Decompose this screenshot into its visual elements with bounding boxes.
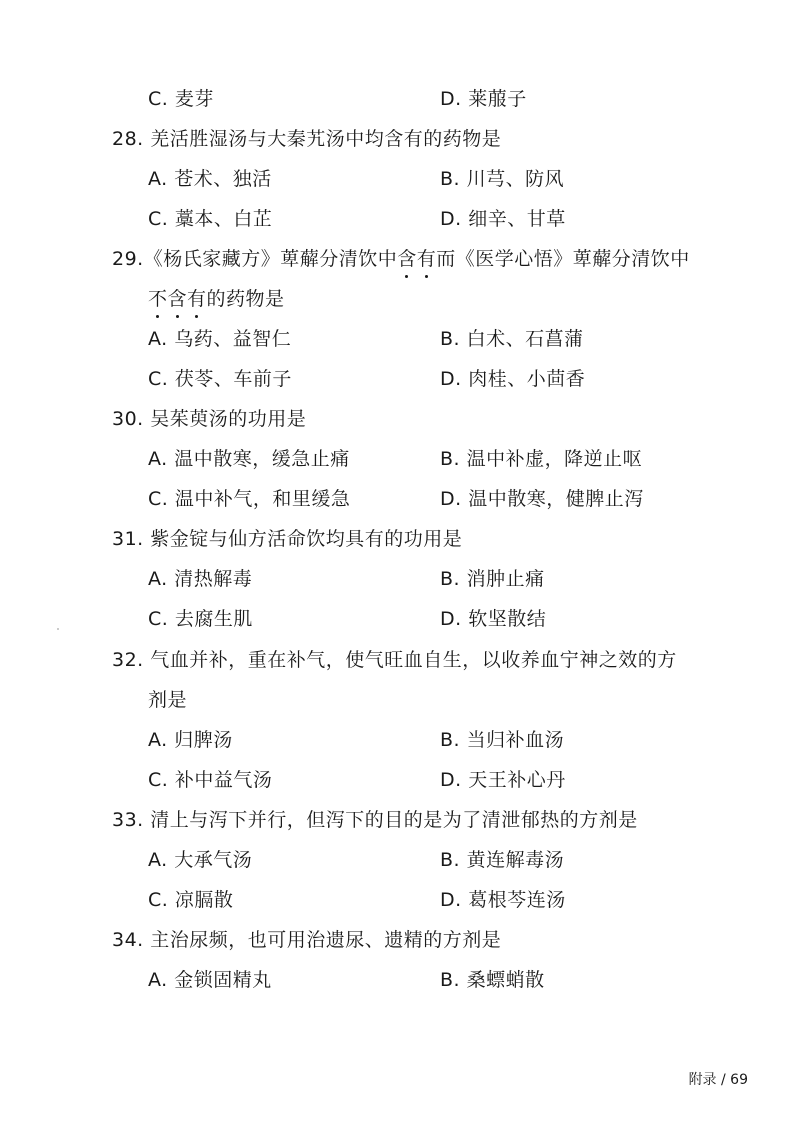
q34-option-b: B. 桑螵蛸散 <box>440 969 545 991</box>
q28-option-d: D. 细辛、甘草 <box>440 208 566 230</box>
q28-stem: 28. 羌活胜湿汤与大秦艽汤中均含有的药物是 <box>112 128 502 150</box>
q29-emphasis-3: 不 <box>148 288 168 310</box>
scan-speck <box>57 628 59 630</box>
q34-stem: 34. 主治尿频，也可用治遗尿、遗精的方剂是 <box>112 929 502 951</box>
q33-option-b: B. 黄连解毒汤 <box>440 849 565 871</box>
q31-stem: 31. 紫金锭与仙方活命饮均具有的功用是 <box>112 528 463 550</box>
q32-option-d: D. 天王补心丹 <box>440 769 566 791</box>
q30-stem: 30. 吴茱萸汤的功用是 <box>112 408 307 430</box>
q32-option-b: B. 当归补血汤 <box>440 729 565 751</box>
q29-stem-line2 <box>148 286 285 312</box>
q29-option-c: C. 茯苓、车前子 <box>148 368 292 390</box>
page-number: 附录 / 69 <box>688 1072 748 1088</box>
q30-option-c: C. 温中补气，和里缓急 <box>148 488 351 510</box>
q31-option-d: D. 软坚散结 <box>440 608 547 630</box>
q34-option-a: A. 金锁固精丸 <box>148 969 272 991</box>
q29-emphasis-1: 含 <box>397 248 417 270</box>
q30-option-b: B. 温中补虚，降逆止呕 <box>440 448 643 470</box>
q29-emphasis-2: 有 <box>416 248 437 270</box>
q29-stem-post: 而《医学心悟》萆薢分清饮中 <box>436 248 690 270</box>
q28-option-c: C. 藁本、白芷 <box>148 208 273 230</box>
q31-option-b: B. 消肿止痛 <box>440 568 545 590</box>
q30-option-a: A. 温中散寒，缓急止痛 <box>148 448 350 470</box>
q33-stem: 33. 清上与泻下并行，但泻下的目的是为了清泄郁热的方剂是 <box>112 809 638 831</box>
q32-option-a: A. 归脾汤 <box>148 729 233 751</box>
q29-stem-pre: 29.《杨氏家藏方》萆薢分清饮中 <box>112 248 398 270</box>
q29-stem-end: 的药物是 <box>206 288 285 310</box>
q32-stem-line1: 32. 气血并补，重在补气，使气旺血自生，以收养血宁神之效的方 <box>112 649 677 671</box>
q33-option-a: A. 大承气汤 <box>148 849 253 871</box>
q29-option-a: A. 乌药、益智仁 <box>148 328 292 350</box>
q28-option-a: A. 苍术、独活 <box>148 168 272 190</box>
q31-option-c: C. 去腐生肌 <box>148 608 253 630</box>
q29-emphasis-4: 含 <box>167 288 188 310</box>
q32-option-c: C. 补中益气汤 <box>148 769 273 791</box>
q29-emphasis-5: 有 <box>187 288 207 310</box>
q33-option-d: D. 葛根芩连汤 <box>440 889 566 911</box>
q29-option-b: B. 白术、石菖蒲 <box>440 328 584 350</box>
q27-option-d: D. 莱菔子 <box>440 88 527 110</box>
q27-option-c: C. 麦芽 <box>148 88 214 110</box>
q31-option-a: A. 清热解毒 <box>148 568 253 590</box>
q32-stem-line2: 剂是 <box>148 689 188 711</box>
q29-stem-line1 <box>112 246 690 272</box>
q29-option-d: D. 肉桂、小茴香 <box>440 368 586 390</box>
q33-option-c: C. 凉膈散 <box>148 889 234 911</box>
q28-option-b: B. 川芎、防风 <box>440 168 565 190</box>
q30-option-d: D. 温中散寒，健脾止泻 <box>440 488 644 510</box>
